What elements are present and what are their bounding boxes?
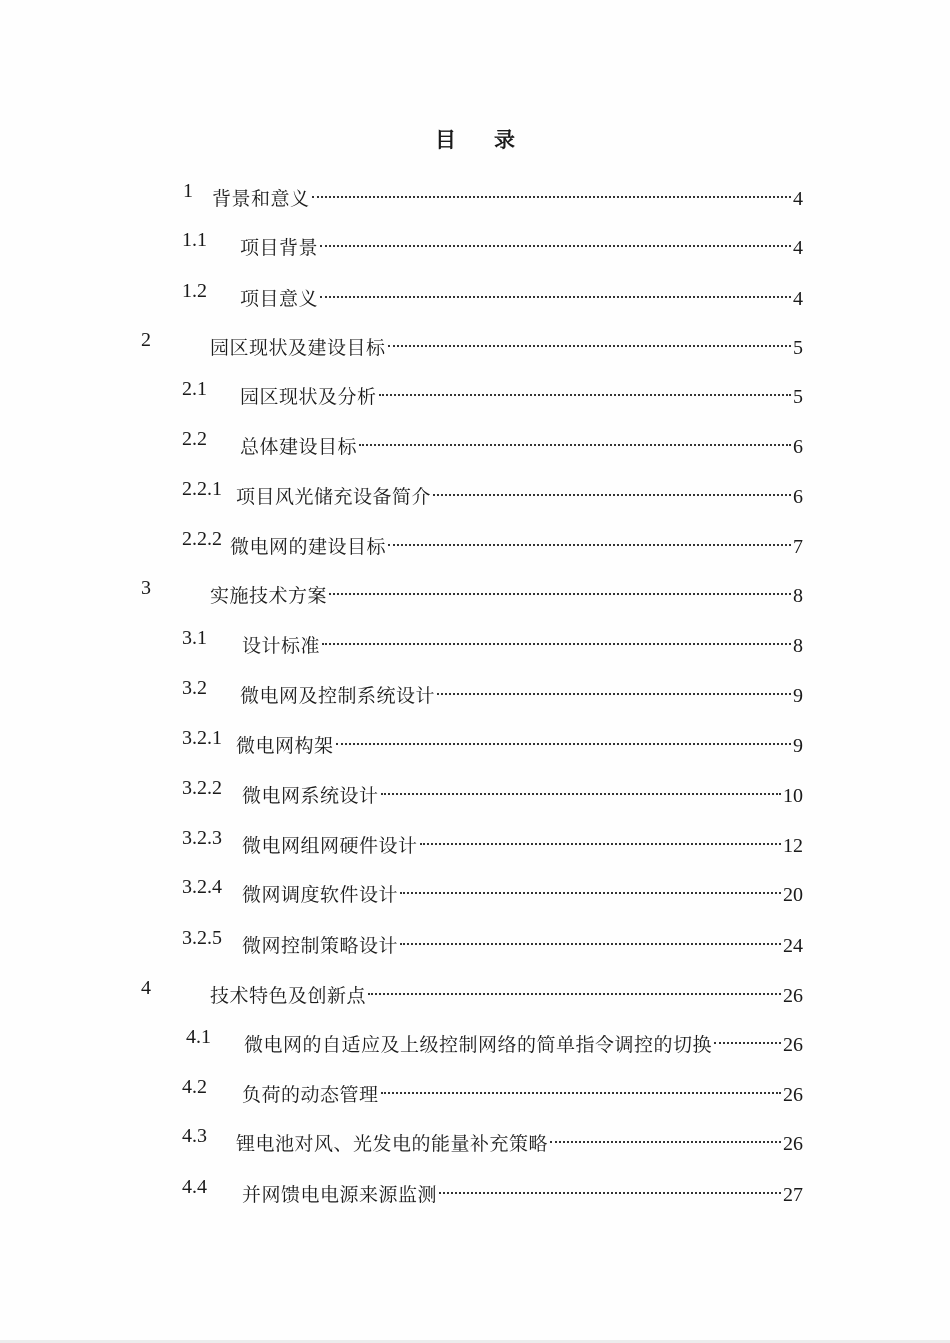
toc-entry-number: 3.2.3	[182, 827, 222, 849]
toc-entry-title[interactable]: 背景和意义	[212, 188, 310, 210]
toc-heading-char-2: 录	[494, 127, 515, 152]
toc-entry-3[interactable]	[0, 574, 950, 607]
dot-leader	[320, 277, 791, 305]
toc-entry-4-1[interactable]	[0, 1023, 950, 1056]
toc-entry-page-number[interactable]: 9	[793, 685, 803, 707]
toc-entry-number: 1.2	[182, 280, 207, 302]
toc-entry-title[interactable]: 微电网构架	[236, 735, 334, 757]
toc-entry-3-1[interactable]	[0, 624, 950, 657]
toc-entry-page-number[interactable]: 7	[793, 536, 803, 558]
toc-entry-line	[236, 724, 803, 760]
dot-leader	[400, 873, 781, 901]
toc-entry-page-number[interactable]: 26	[783, 1034, 803, 1056]
toc-entry-line	[230, 525, 803, 561]
toc-entry-line	[242, 1173, 803, 1209]
toc-entry-page-number[interactable]: 4	[793, 288, 803, 310]
toc-entry-number: 4.2	[182, 1076, 207, 1098]
toc-entry-line	[242, 1073, 803, 1109]
toc-entry-number: 3.1	[182, 627, 207, 649]
toc-entry-title[interactable]: 微电网系统设计	[242, 785, 379, 807]
dot-leader	[388, 525, 791, 553]
toc-entry-line	[212, 177, 803, 213]
toc-entry-line	[242, 774, 803, 810]
toc-entry-number: 3.2.5	[182, 927, 222, 949]
toc-entry-title[interactable]: 微电网的自适应及上级控制网络的简单指令调控的切换	[244, 1034, 713, 1056]
toc-entry-page-number[interactable]: 12	[783, 835, 803, 857]
toc-entry-line	[236, 1122, 803, 1158]
toc-entry-4-2[interactable]	[0, 1073, 950, 1106]
toc-entry-line	[242, 924, 803, 960]
toc-entry-title[interactable]: 锂电池对风、光发电的能量补充策略	[236, 1133, 549, 1155]
toc-entry-line	[244, 1023, 803, 1059]
dot-leader	[433, 475, 791, 503]
toc-entry-2-1[interactable]	[0, 375, 950, 408]
toc-entry-title[interactable]: 微网控制策略设计	[242, 935, 399, 957]
toc-heading-char-1: 目	[435, 127, 456, 152]
toc-entry-number: 2.2	[182, 428, 207, 450]
toc-entry-page-number[interactable]: 9	[793, 735, 803, 757]
dot-leader	[359, 425, 791, 453]
dot-leader	[320, 226, 791, 254]
toc-entry-title[interactable]: 微电网的建设目标	[230, 536, 387, 558]
dot-leader	[388, 326, 791, 354]
toc-entry-line	[242, 824, 803, 860]
toc-entry-title[interactable]: 微电网及控制系统设计	[240, 685, 436, 707]
dot-leader	[437, 674, 791, 702]
dot-leader	[381, 1073, 781, 1101]
toc-entry-number: 4.4	[182, 1176, 207, 1198]
toc-entry-title[interactable]: 项目意义	[240, 288, 319, 310]
dot-leader	[379, 375, 791, 403]
toc-entry-line	[210, 326, 803, 362]
toc-entry-title[interactable]: 技术特色及创新点	[210, 985, 367, 1007]
toc-heading	[0, 126, 950, 154]
dot-leader	[381, 774, 781, 802]
toc-entry-3-2-5[interactable]	[0, 924, 950, 957]
toc-entry-number: 3.2.4	[182, 876, 222, 898]
toc-entry-page-number[interactable]: 8	[793, 585, 803, 607]
toc-entry-number: 3.2	[182, 677, 207, 699]
toc-entry-title[interactable]: 实施技术方案	[210, 585, 328, 607]
dot-leader	[322, 624, 791, 652]
toc-entry-4[interactable]	[0, 974, 950, 1007]
toc-entry-1[interactable]	[0, 177, 950, 210]
toc-entry-page-number[interactable]: 4	[793, 188, 803, 210]
toc-entry-1-1[interactable]	[0, 226, 950, 259]
toc-entry-line	[240, 674, 803, 710]
dot-leader	[368, 974, 781, 1002]
toc-entry-line	[240, 375, 803, 411]
toc-entry-page-number[interactable]: 26	[783, 985, 803, 1007]
toc-entry-4-4[interactable]	[0, 1173, 950, 1206]
toc-entry-number: 3.2.1	[182, 727, 222, 749]
toc-entry-number: 4	[141, 977, 151, 999]
toc-entry-title[interactable]: 并网馈电电源来源监测	[242, 1184, 438, 1206]
toc-entry-page-number[interactable]: 4	[793, 237, 803, 259]
dot-leader	[439, 1173, 781, 1201]
dot-leader	[714, 1023, 781, 1051]
toc-entry-3-2-2[interactable]	[0, 774, 950, 807]
toc-entry-line	[242, 873, 803, 909]
toc-entry-title[interactable]: 园区现状及分析	[240, 386, 377, 408]
dot-leader	[329, 574, 791, 602]
toc-entry-title[interactable]: 负荷的动态管理	[242, 1084, 379, 1106]
toc-entry-3-2[interactable]	[0, 674, 950, 707]
dot-leader	[400, 924, 781, 952]
toc-entry-title[interactable]: 项目背景	[240, 237, 319, 259]
toc-entry-title[interactable]: 微网调度软件设计	[242, 884, 399, 906]
toc-entry-number: 3.2.2	[182, 777, 222, 799]
dot-leader	[312, 177, 791, 205]
toc-entry-page-number[interactable]: 6	[793, 436, 803, 458]
toc-entry-page-number[interactable]: 27	[783, 1184, 803, 1206]
toc-entry-2-2-2[interactable]	[0, 525, 950, 558]
toc-entry-2-2-1[interactable]	[0, 475, 950, 508]
toc-entry-2-2[interactable]	[0, 425, 950, 458]
toc-entry-4-3[interactable]	[0, 1122, 950, 1155]
toc-entry-page-number[interactable]: 20	[783, 884, 803, 906]
toc-entry-line	[242, 624, 803, 660]
toc-entry-page-number[interactable]: 5	[793, 337, 803, 359]
toc-entry-title[interactable]: 设计标准	[242, 635, 321, 657]
toc-entry-page-number[interactable]: 26	[783, 1084, 803, 1106]
toc-entry-line	[210, 974, 803, 1010]
dot-leader	[420, 824, 781, 852]
dot-leader	[550, 1122, 781, 1150]
toc-entry-page-number[interactable]: 6	[793, 486, 803, 508]
toc-entry-page-number[interactable]: 5	[793, 386, 803, 408]
toc-entry-number: 4.1	[186, 1026, 211, 1048]
toc-entry-page-number[interactable]: 26	[783, 1133, 803, 1155]
toc-entry-line	[210, 574, 803, 610]
toc-entry-number: 2	[141, 329, 151, 351]
toc-entry-line	[240, 425, 803, 461]
toc-entry-3-2-3[interactable]	[0, 824, 950, 857]
toc-entry-2[interactable]	[0, 326, 950, 359]
toc-entry-number: 2.1	[182, 378, 207, 400]
toc-entry-title[interactable]: 园区现状及建设目标	[210, 337, 386, 359]
toc-entry-line	[240, 226, 803, 262]
toc-entry-line	[240, 277, 803, 313]
toc-entry-number: 1	[183, 180, 193, 202]
toc-entry-number: 2.2.1	[182, 478, 222, 500]
toc-entry-page-number[interactable]: 10	[783, 785, 803, 807]
toc-entry-line	[236, 475, 803, 511]
toc-entry-3-2-4[interactable]	[0, 873, 950, 906]
toc-entry-number: 2.2.2	[182, 528, 222, 550]
toc-entry-title[interactable]: 项目风光储充设备简介	[236, 486, 432, 508]
toc-entry-number: 3	[141, 577, 151, 599]
toc-entry-3-2-1[interactable]	[0, 724, 950, 757]
toc-entry-title[interactable]: 总体建设目标	[240, 436, 358, 458]
toc-entry-number: 4.3	[182, 1125, 207, 1147]
dot-leader	[336, 724, 791, 752]
toc-entry-1-2[interactable]	[0, 277, 950, 310]
toc-entry-page-number[interactable]: 8	[793, 635, 803, 657]
toc-entry-title[interactable]: 微电网组网硬件设计	[242, 835, 418, 857]
toc-entry-page-number[interactable]: 24	[783, 935, 803, 957]
toc-entry-number: 1.1	[182, 229, 207, 251]
